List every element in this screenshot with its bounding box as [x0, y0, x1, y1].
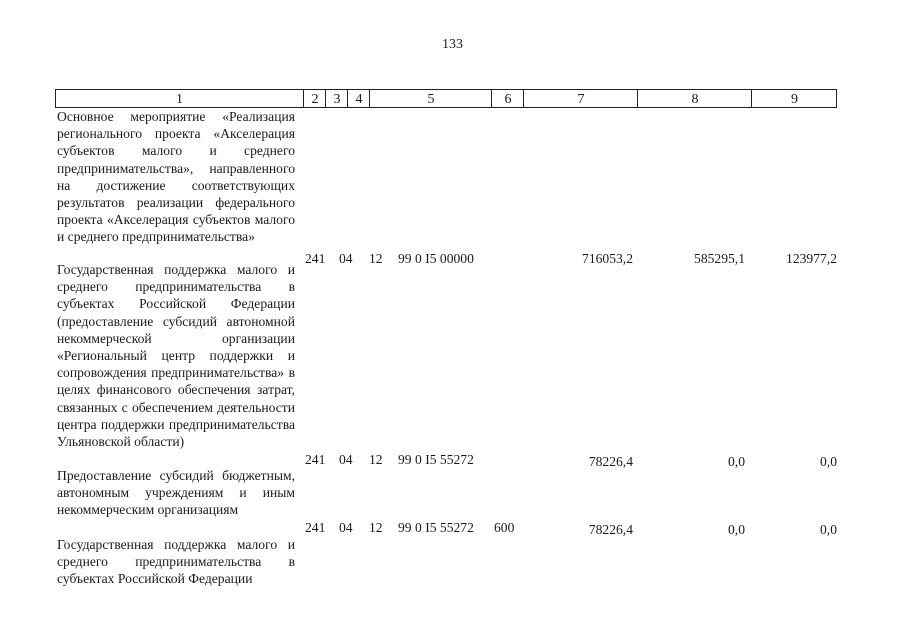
header-col-9: 9 [751, 90, 837, 107]
header-col-5: 5 [369, 90, 492, 107]
cell-col-9: 0,0 [820, 454, 837, 469]
cell-col-4: 12 [369, 520, 383, 535]
header-col-3: 3 [325, 90, 348, 107]
cell-col-7: 78226,4 [588, 454, 633, 469]
cell-col-2: 241 [305, 520, 326, 535]
cell-col-7: 716053,2 [582, 251, 633, 266]
row-description: Основное мероприятие «Реализация регионального проекта «Акселерация субъектов малого и среднего предпринимательства», направленного на достижение соответствующих результатов реализации федерального проекта «Акселерация субъектов малого и среднего предпринимательства» [57, 109, 295, 245]
cell-col-8: 585295,1 [694, 251, 745, 266]
header-col-7: 7 [523, 90, 638, 107]
header-col-4: 4 [347, 90, 370, 107]
cell-col-5: 99 0 I5 55272 [398, 452, 474, 467]
header-col-1: 1 [176, 92, 183, 107]
cell-col-9: 123977,2 [786, 251, 837, 266]
cell-col-7: 78226,4 [588, 522, 633, 537]
cell-col-9: 0,0 [820, 522, 837, 537]
cell-col-3: 04 [339, 251, 353, 266]
cell-col-8: 0,0 [728, 522, 745, 537]
row-description: Государственная поддержка малого и среднего предпринимательства в субъектах Российской Федерации [57, 537, 295, 587]
cell-col-3: 04 [339, 520, 353, 535]
table-header-row [55, 89, 837, 108]
cell-col-2: 241 [305, 251, 326, 266]
header-col-8: 8 [637, 90, 752, 107]
cell-col-5: 99 0 I5 55272 [398, 520, 474, 535]
cell-col-5: 99 0 I5 00000 [398, 251, 474, 266]
cell-col-6: 600 [494, 520, 515, 535]
cell-col-8: 0,0 [728, 454, 745, 469]
cell-col-4: 12 [369, 251, 383, 266]
cell-col-3: 04 [339, 452, 353, 467]
cell-col-4: 12 [369, 452, 383, 467]
header-col-6: 6 [491, 90, 524, 107]
page-number: 133 [442, 37, 463, 52]
header-col-2: 2 [303, 90, 326, 107]
budget-table [55, 89, 837, 587]
row-description: Предоставление субсидий бюджетным, автономным учреждениям и иным некоммерческим организациям [57, 468, 295, 518]
cell-col-2: 241 [305, 452, 326, 467]
row-description: Государственная поддержка малого и среднего предпринимательства в субъектах Российской Федерации (предоставление субсидий автономной некоммерческой организации «Региональный центр поддержки и сопровождения предпринимательства» в целях финансового обеспечения затрат, связанных с обеспечением деятельности центра поддержки предпринимательства Ульяновской области) [57, 262, 295, 450]
